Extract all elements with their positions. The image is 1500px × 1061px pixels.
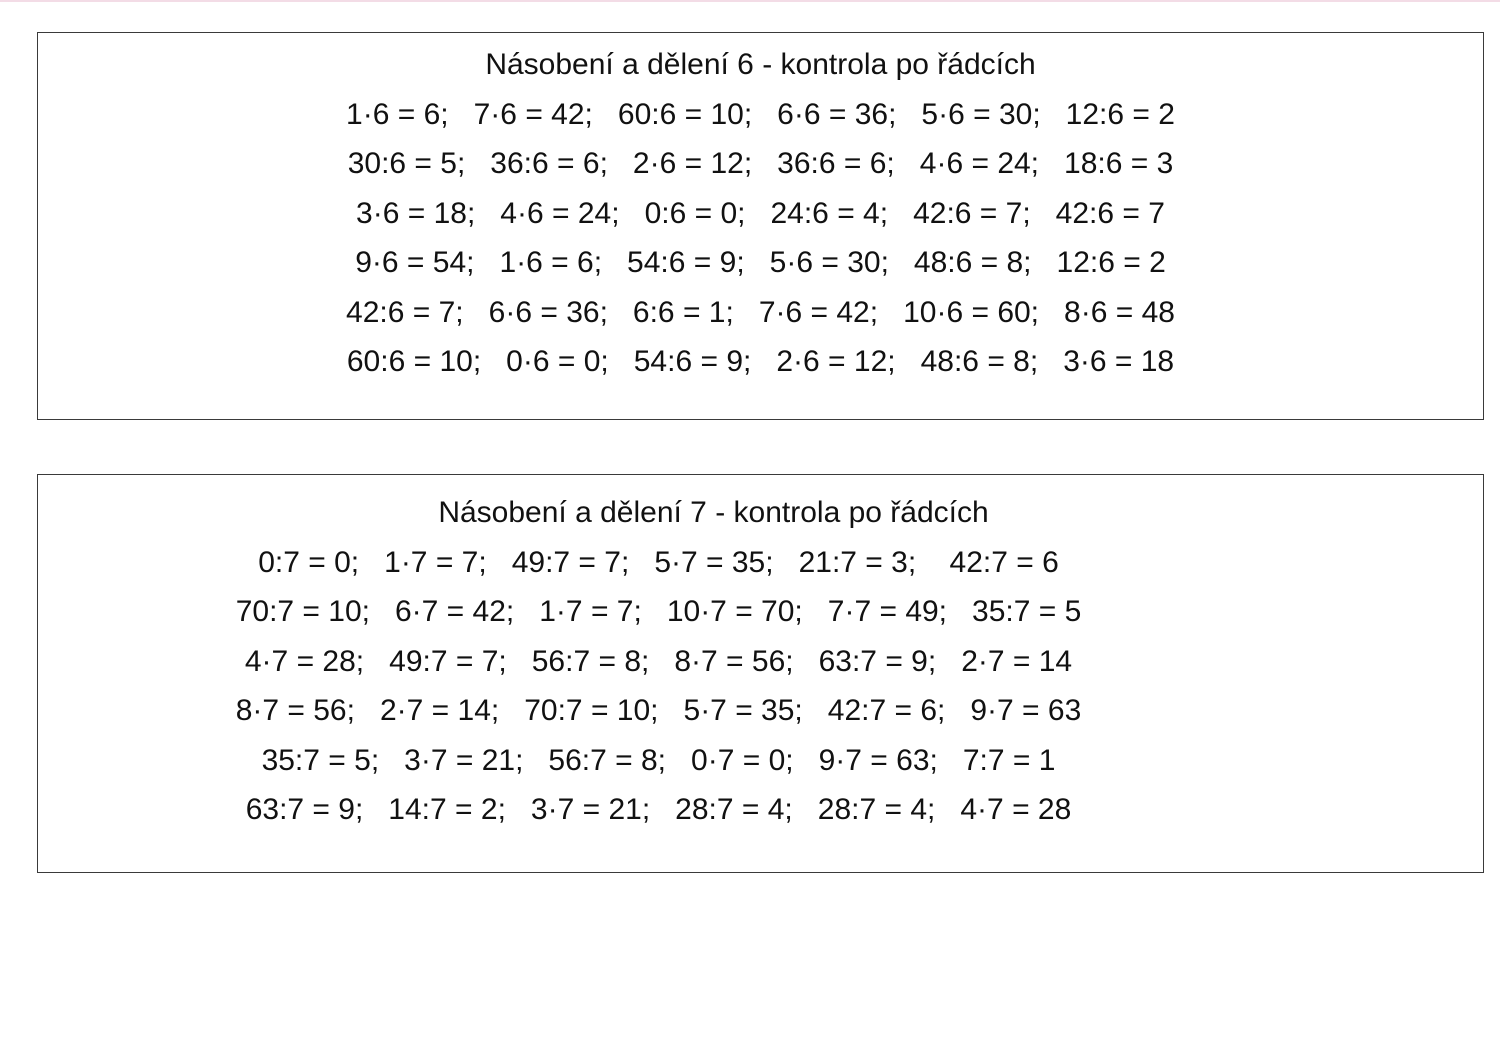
equation-row: 30:6 = 5; 36:6 = 6; 2·6 = 12; 36:6 = 6; 4·6 = 24; 18:6 = 3 — [347, 147, 1174, 180]
equation-row: 70:7 = 10; 6·7 = 42; 1·7 = 7; 10·7 = 70; 7·7 = 49; 35:7 = 5 — [235, 595, 1082, 628]
equation-row: 60:6 = 10; 0·6 = 0; 54:6 = 9; 2·6 = 12; 48:6 = 8; 3·6 = 18 — [346, 345, 1175, 378]
page-top-divider — [0, 0, 1500, 2]
equation-row: 4·7 = 28; 49:7 = 7; 56:7 = 8; 8·7 = 56; 63:7 = 9; 2·7 = 14 — [244, 645, 1073, 678]
panel-title: Násobení a dělení 6 - kontrola po řádcích — [485, 48, 1036, 81]
equation-row: 9·6 = 54; 1·6 = 6; 54:6 = 9; 5·6 = 30; 48:6 = 8; 12:6 = 2 — [355, 246, 1166, 279]
equation-row: 1·6 = 6; 7·6 = 42; 60:6 = 10; 6·6 = 36; 5·6 = 30; 12:6 = 2 — [346, 98, 1175, 131]
multiplication-division-7-panel — [37, 474, 1484, 873]
equation-row: 8·7 = 56; 2·7 = 14; 70:7 = 10; 5·7 = 35; 42:7 = 6; 9·7 = 63 — [235, 694, 1082, 727]
equation-row: 42:6 = 7; 6·6 = 36; 6:6 = 1; 7·6 = 42; 10·6 = 60; 8·6 = 48 — [346, 296, 1175, 329]
equation-row: 63:7 = 9; 14:7 = 2; 3·7 = 21; 28:7 = 4; 28:7 = 4; 4·7 = 28 — [245, 793, 1072, 826]
panel-title: Násobení a dělení 7 - kontrola po řádcích — [438, 496, 989, 529]
equation-row: 35:7 = 5; 3·7 = 21; 56:7 = 8; 0·7 = 0; 9·7 = 63; 7:7 = 1 — [261, 744, 1056, 777]
multiplication-division-6-panel — [37, 32, 1484, 420]
equation-row: 0:7 = 0; 1·7 = 7; 49:7 = 7; 5·7 = 35; 21:7 = 3; 42:7 = 6 — [258, 546, 1059, 579]
equation-row: 3·6 = 18; 4·6 = 24; 0:6 = 0; 24:6 = 4; 42:6 = 7; 42:6 = 7 — [356, 197, 1165, 230]
